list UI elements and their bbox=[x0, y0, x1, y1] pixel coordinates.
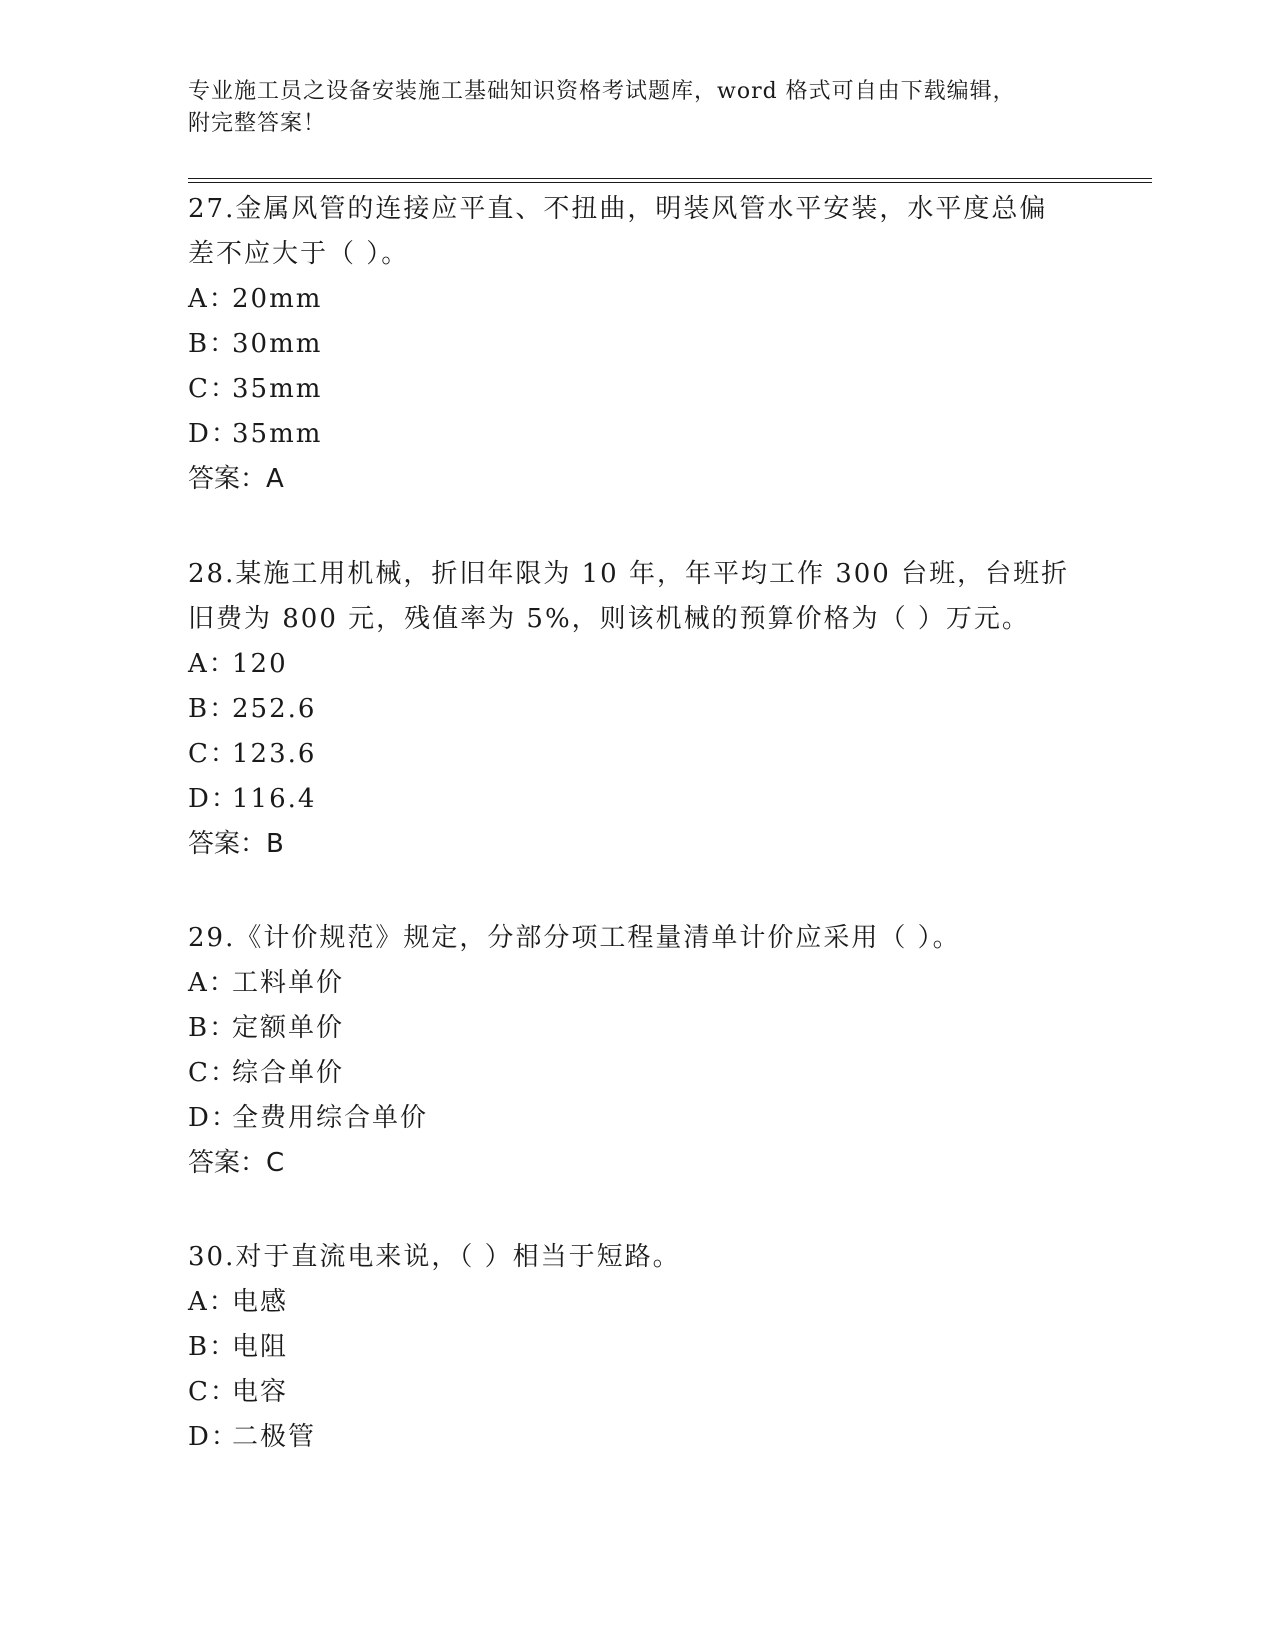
option-text: 35mm bbox=[232, 419, 323, 449]
option-text: 30mm bbox=[232, 329, 323, 359]
option-key: A： bbox=[188, 649, 237, 679]
option-c bbox=[188, 1051, 1088, 1096]
option-key: B： bbox=[188, 694, 238, 724]
option-d bbox=[188, 1415, 1088, 1460]
question-stem-line: 27.金属风管的连接应平直、不扭曲，明装风管水平安装，水平度总偏 bbox=[188, 194, 1048, 224]
option-b bbox=[188, 322, 1088, 367]
option-c bbox=[188, 367, 1088, 412]
option-a bbox=[188, 961, 1088, 1006]
question-stem-line: 30.对于直流电来说，（ ）相当于短路。 bbox=[188, 1242, 681, 1272]
option-key: D： bbox=[188, 1103, 239, 1133]
option-text: 二极管 bbox=[232, 1422, 317, 1452]
option-d bbox=[188, 412, 1088, 457]
option-key: A： bbox=[188, 284, 237, 314]
option-key: C： bbox=[188, 374, 238, 404]
option-text: 20mm bbox=[232, 284, 323, 314]
option-a bbox=[188, 642, 1088, 687]
option-b bbox=[188, 1006, 1088, 1051]
option-text: 252.6 bbox=[232, 694, 317, 724]
option-text: 综合单价 bbox=[232, 1058, 345, 1088]
option-text: 全费用综合单价 bbox=[232, 1103, 429, 1133]
header-divider-top bbox=[188, 178, 1152, 179]
option-key: B： bbox=[188, 329, 238, 359]
question-27 bbox=[188, 187, 1088, 502]
option-key: D： bbox=[188, 1422, 239, 1452]
answer-line: 答案：B bbox=[188, 829, 284, 859]
question-29 bbox=[188, 916, 1088, 1186]
option-key: B： bbox=[188, 1013, 238, 1043]
question-stem-line: 28.某施工用机械，折旧年限为 10 年，年平均工作 300 台班，台班折 bbox=[188, 559, 1070, 589]
option-text: 123.6 bbox=[232, 739, 317, 769]
answer-line: 答案：C bbox=[188, 1148, 285, 1178]
option-key: D： bbox=[188, 419, 239, 449]
option-c bbox=[188, 1370, 1088, 1415]
option-a bbox=[188, 277, 1088, 322]
option-b bbox=[188, 687, 1088, 732]
option-text: 120 bbox=[232, 649, 288, 679]
option-a bbox=[188, 1280, 1088, 1325]
option-d bbox=[188, 777, 1088, 822]
option-key: D： bbox=[188, 784, 239, 814]
option-text: 116.4 bbox=[232, 784, 317, 814]
question-stem-line: 差不应大于（ ）。 bbox=[188, 239, 410, 269]
option-key: C： bbox=[188, 1377, 238, 1407]
question-28 bbox=[188, 552, 1088, 867]
option-key: A： bbox=[188, 1287, 237, 1317]
header-line-1: 专业施工员之设备安装施工基础知识资格考试题库，word 格式可自由下载编辑， bbox=[188, 79, 1016, 104]
question-stem-line: 旧费为 800 元，残值率为 5%，则该机械的预算价格为（ ）万元。 bbox=[188, 604, 1030, 634]
option-b bbox=[188, 1325, 1088, 1370]
option-text: 电容 bbox=[232, 1377, 289, 1407]
option-key: A： bbox=[188, 968, 237, 998]
header-divider-bottom bbox=[188, 182, 1152, 183]
option-key: C： bbox=[188, 739, 238, 769]
option-key: B： bbox=[188, 1332, 238, 1362]
header-line-2: 附完整答案！ bbox=[188, 111, 327, 136]
question-30 bbox=[188, 1235, 1088, 1460]
option-text: 定额单价 bbox=[232, 1013, 345, 1043]
option-text: 工料单价 bbox=[232, 968, 345, 998]
option-d bbox=[188, 1096, 1088, 1141]
option-text: 35mm bbox=[232, 374, 323, 404]
option-key: C： bbox=[188, 1058, 238, 1088]
question-stem-line: 29.《计价规范》规定，分部分项工程量清单计价应采用（ ）。 bbox=[188, 923, 961, 953]
option-c bbox=[188, 732, 1088, 777]
option-text: 电感 bbox=[232, 1287, 289, 1317]
answer-line: 答案：A bbox=[188, 464, 284, 494]
option-text: 电阻 bbox=[232, 1332, 289, 1362]
document-header bbox=[188, 76, 1088, 140]
